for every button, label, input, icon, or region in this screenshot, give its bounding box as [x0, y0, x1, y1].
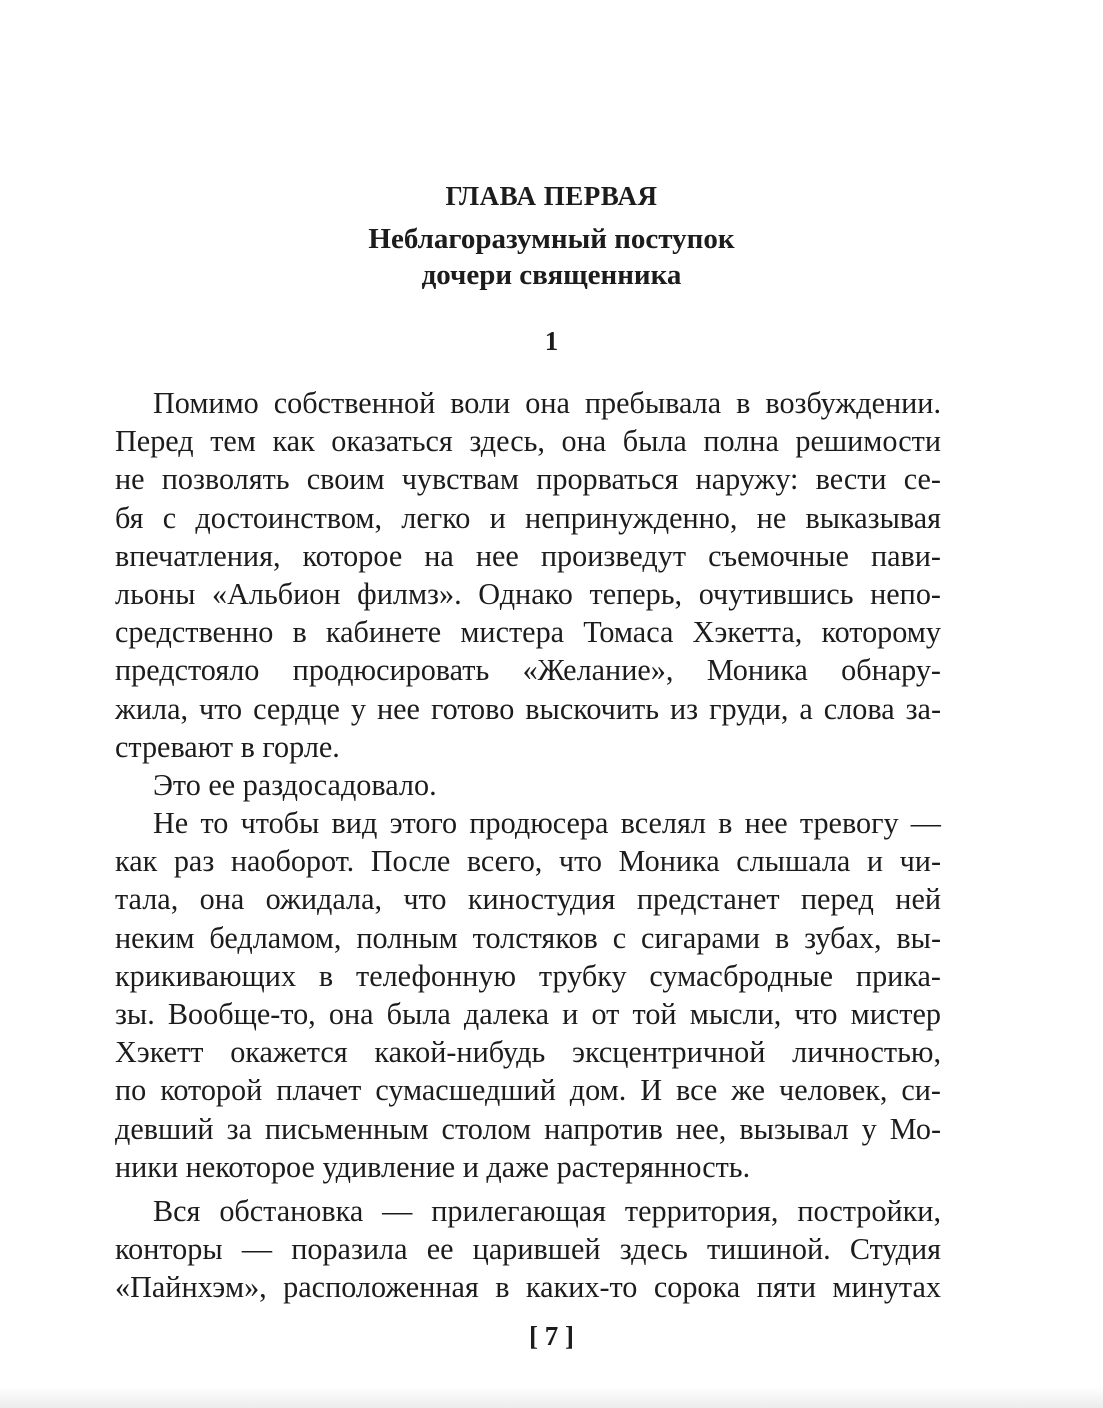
text-line: Помимо собственной воли она пребывала в возбуждении.	[153, 386, 941, 420]
chapter-title-line-2: дочери священника	[421, 259, 682, 291]
paragraph-3	[115, 804, 941, 1186]
paragraph-1	[115, 384, 941, 766]
text-line: бя с достоинством, легко и непринужденно, не выказывая	[115, 500, 941, 535]
text-line: стревают в горле.	[115, 729, 340, 764]
text-line: конторы — поразила ее царившей здесь тишиной. Студия	[115, 1232, 941, 1267]
text-line: крикивающих в телефонную трубку сумасбродные прика-	[115, 958, 941, 993]
text-line: льоны «Альбион филмз». Однако теперь, очутившись непо-	[115, 576, 941, 611]
text-line: зы. Вообще-то, она была далека и от той мысли, что мистер	[115, 997, 941, 1031]
text-line: не позволять своим чувствам прорваться наружу: вести се-	[115, 462, 941, 497]
text-line: как раз наоборот. После всего, что Моника слышала и чи-	[115, 844, 941, 879]
text-line: средственно в кабинете мистера Томаса Хэкетта, которому	[115, 615, 941, 650]
text-line: неким бедламом, полным толстяков с сигарами в зубах, вы-	[115, 920, 941, 955]
chapter-title-line-1: Неблагоразумный поступок	[368, 223, 735, 255]
chapter-label: ГЛАВА ПЕРВАЯ	[445, 181, 658, 211]
text-line: ники некоторое удивление и даже растерянность.	[115, 1149, 751, 1184]
text-line: Хэкетт окажется какой-нибудь эксцентричной личностью,	[115, 1035, 941, 1070]
text-line: девший за письменным столом напротив нее, вызывал у Мо-	[115, 1111, 941, 1146]
paragraph-2	[115, 766, 941, 804]
text-line: Это ее раздосадовало.	[153, 767, 437, 802]
page-number: [ 7 ]	[529, 1321, 574, 1351]
text-line: «Пайнхэм», расположенная в каких-то сорока пяти минутах	[115, 1270, 941, 1305]
text-line: жила, что сердце у нее готово выскочить из груди, а слова за-	[115, 691, 941, 726]
section-number: 1	[544, 326, 559, 356]
body-text	[115, 384, 941, 1307]
text-line: впечатления, которое на нее произведут съемочные пави-	[115, 538, 941, 573]
text-line: Не то чтобы вид этого продюсера вселял в нее тревогу —	[153, 806, 941, 841]
text-line: тала, она ожидала, что киностудия предстанет перед ней	[115, 882, 941, 917]
text-line: Вся обстановка — прилегающая территория, постройки,	[153, 1193, 941, 1228]
text-line: Перед тем как оказаться здесь, она была полна решимости	[115, 424, 941, 459]
text-line: по которой плачет сумасшедший дом. И все же человек, си-	[115, 1073, 941, 1108]
text-line: предстояло продюсировать «Желание», Моника обнару-	[115, 653, 941, 688]
paragraph-4	[115, 1192, 941, 1307]
page-bottom-shadow	[0, 1386, 1103, 1408]
